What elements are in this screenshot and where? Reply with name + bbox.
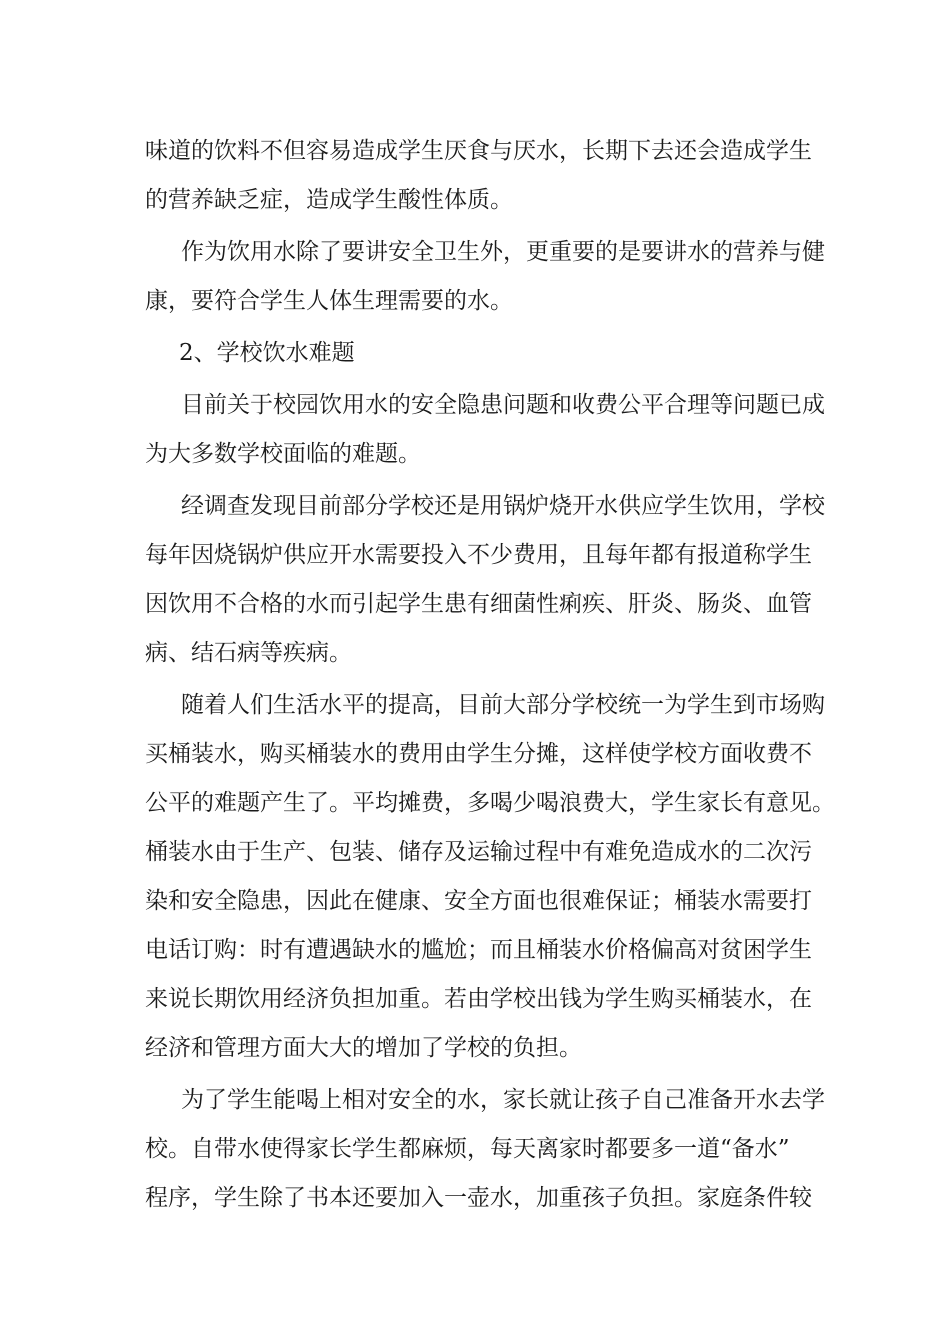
paragraph-line: 康，要符合学生人体生理需要的水。 [145, 288, 513, 314]
paragraph-5 [145, 681, 835, 1073]
paragraph-line: 每年因烧锅炉供应开水需要投入不少费用，且每年都有报道称学生 [145, 542, 812, 568]
paragraph-1 [145, 127, 815, 225]
paragraph-4 [145, 482, 825, 678]
paragraph-line: 的营养缺乏症，造成学生酸性体质。 [145, 187, 513, 213]
paragraph-line: 公平的难题产生了。平均摊费，多喝少喝浪费大，学生家长有意见。 [145, 790, 835, 816]
paragraph-line: 经济和管理方面大大的增加了学校的负担。 [145, 1035, 582, 1061]
paragraph-line: 桶装水由于生产、包装、储存及运输过程中有难免造成水的二次污 [145, 839, 812, 865]
paragraph-line: 为大多数学校面临的难题。 [145, 441, 421, 467]
paragraph-2 [145, 228, 825, 326]
paragraph-line: 染和安全隐患，因此在健康、安全方面也很难保证；桶装水需要打 [145, 888, 812, 914]
section-heading [145, 329, 815, 378]
paragraph-3 [145, 381, 825, 479]
section-heading-text: 2、学校饮水难题 [179, 340, 355, 366]
document-body [145, 127, 835, 1223]
paragraph-line: 随着人们生活水平的提高，目前大部分学校统一为学生到市场购 [181, 692, 825, 718]
paragraph-line: 校。自带水使得家长学生都麻烦，每天离家时都要多一道“备水” [145, 1136, 790, 1162]
paragraph-6 [145, 1076, 825, 1223]
paragraph-line: 为了学生能喝上相对安全的水，家长就让孩子自己准备开水去学 [181, 1087, 825, 1113]
paragraph-line: 程序，学生除了书本还要加入一壶水，加重孩子负担。家庭条件较 [145, 1185, 812, 1211]
paragraph-line: 买桶装水，购买桶装水的费用由学生分摊，这样使学校方面收费不 [145, 741, 812, 767]
paragraph-line: 电话订购：时有遭遇缺水的尴尬；而且桶装水价格偏高对贫困学生 [145, 937, 812, 963]
paragraph-line: 经调查发现目前部分学校还是用锅炉烧开水供应学生饮用，学校 [181, 493, 825, 519]
paragraph-line: 目前关于校园饮用水的安全隐患问题和收费公平合理等问题已成 [181, 392, 825, 418]
paragraph-line: 作为饮用水除了要讲安全卫生外，更重要的是要讲水的营养与健 [181, 239, 825, 265]
paragraph-line: 味道的饮料不但容易造成学生厌食与厌水，长期下去还会造成学生 [145, 138, 812, 164]
paragraph-line: 因饮用不合格的水而引起学生患有细菌性痢疾、肝炎、肠炎、血管 [145, 591, 812, 617]
paragraph-line: 病、结石病等疾病。 [145, 640, 352, 666]
paragraph-line: 来说长期饮用经济负担加重。若由学校出钱为学生购买桶装水，在 [145, 986, 812, 1012]
